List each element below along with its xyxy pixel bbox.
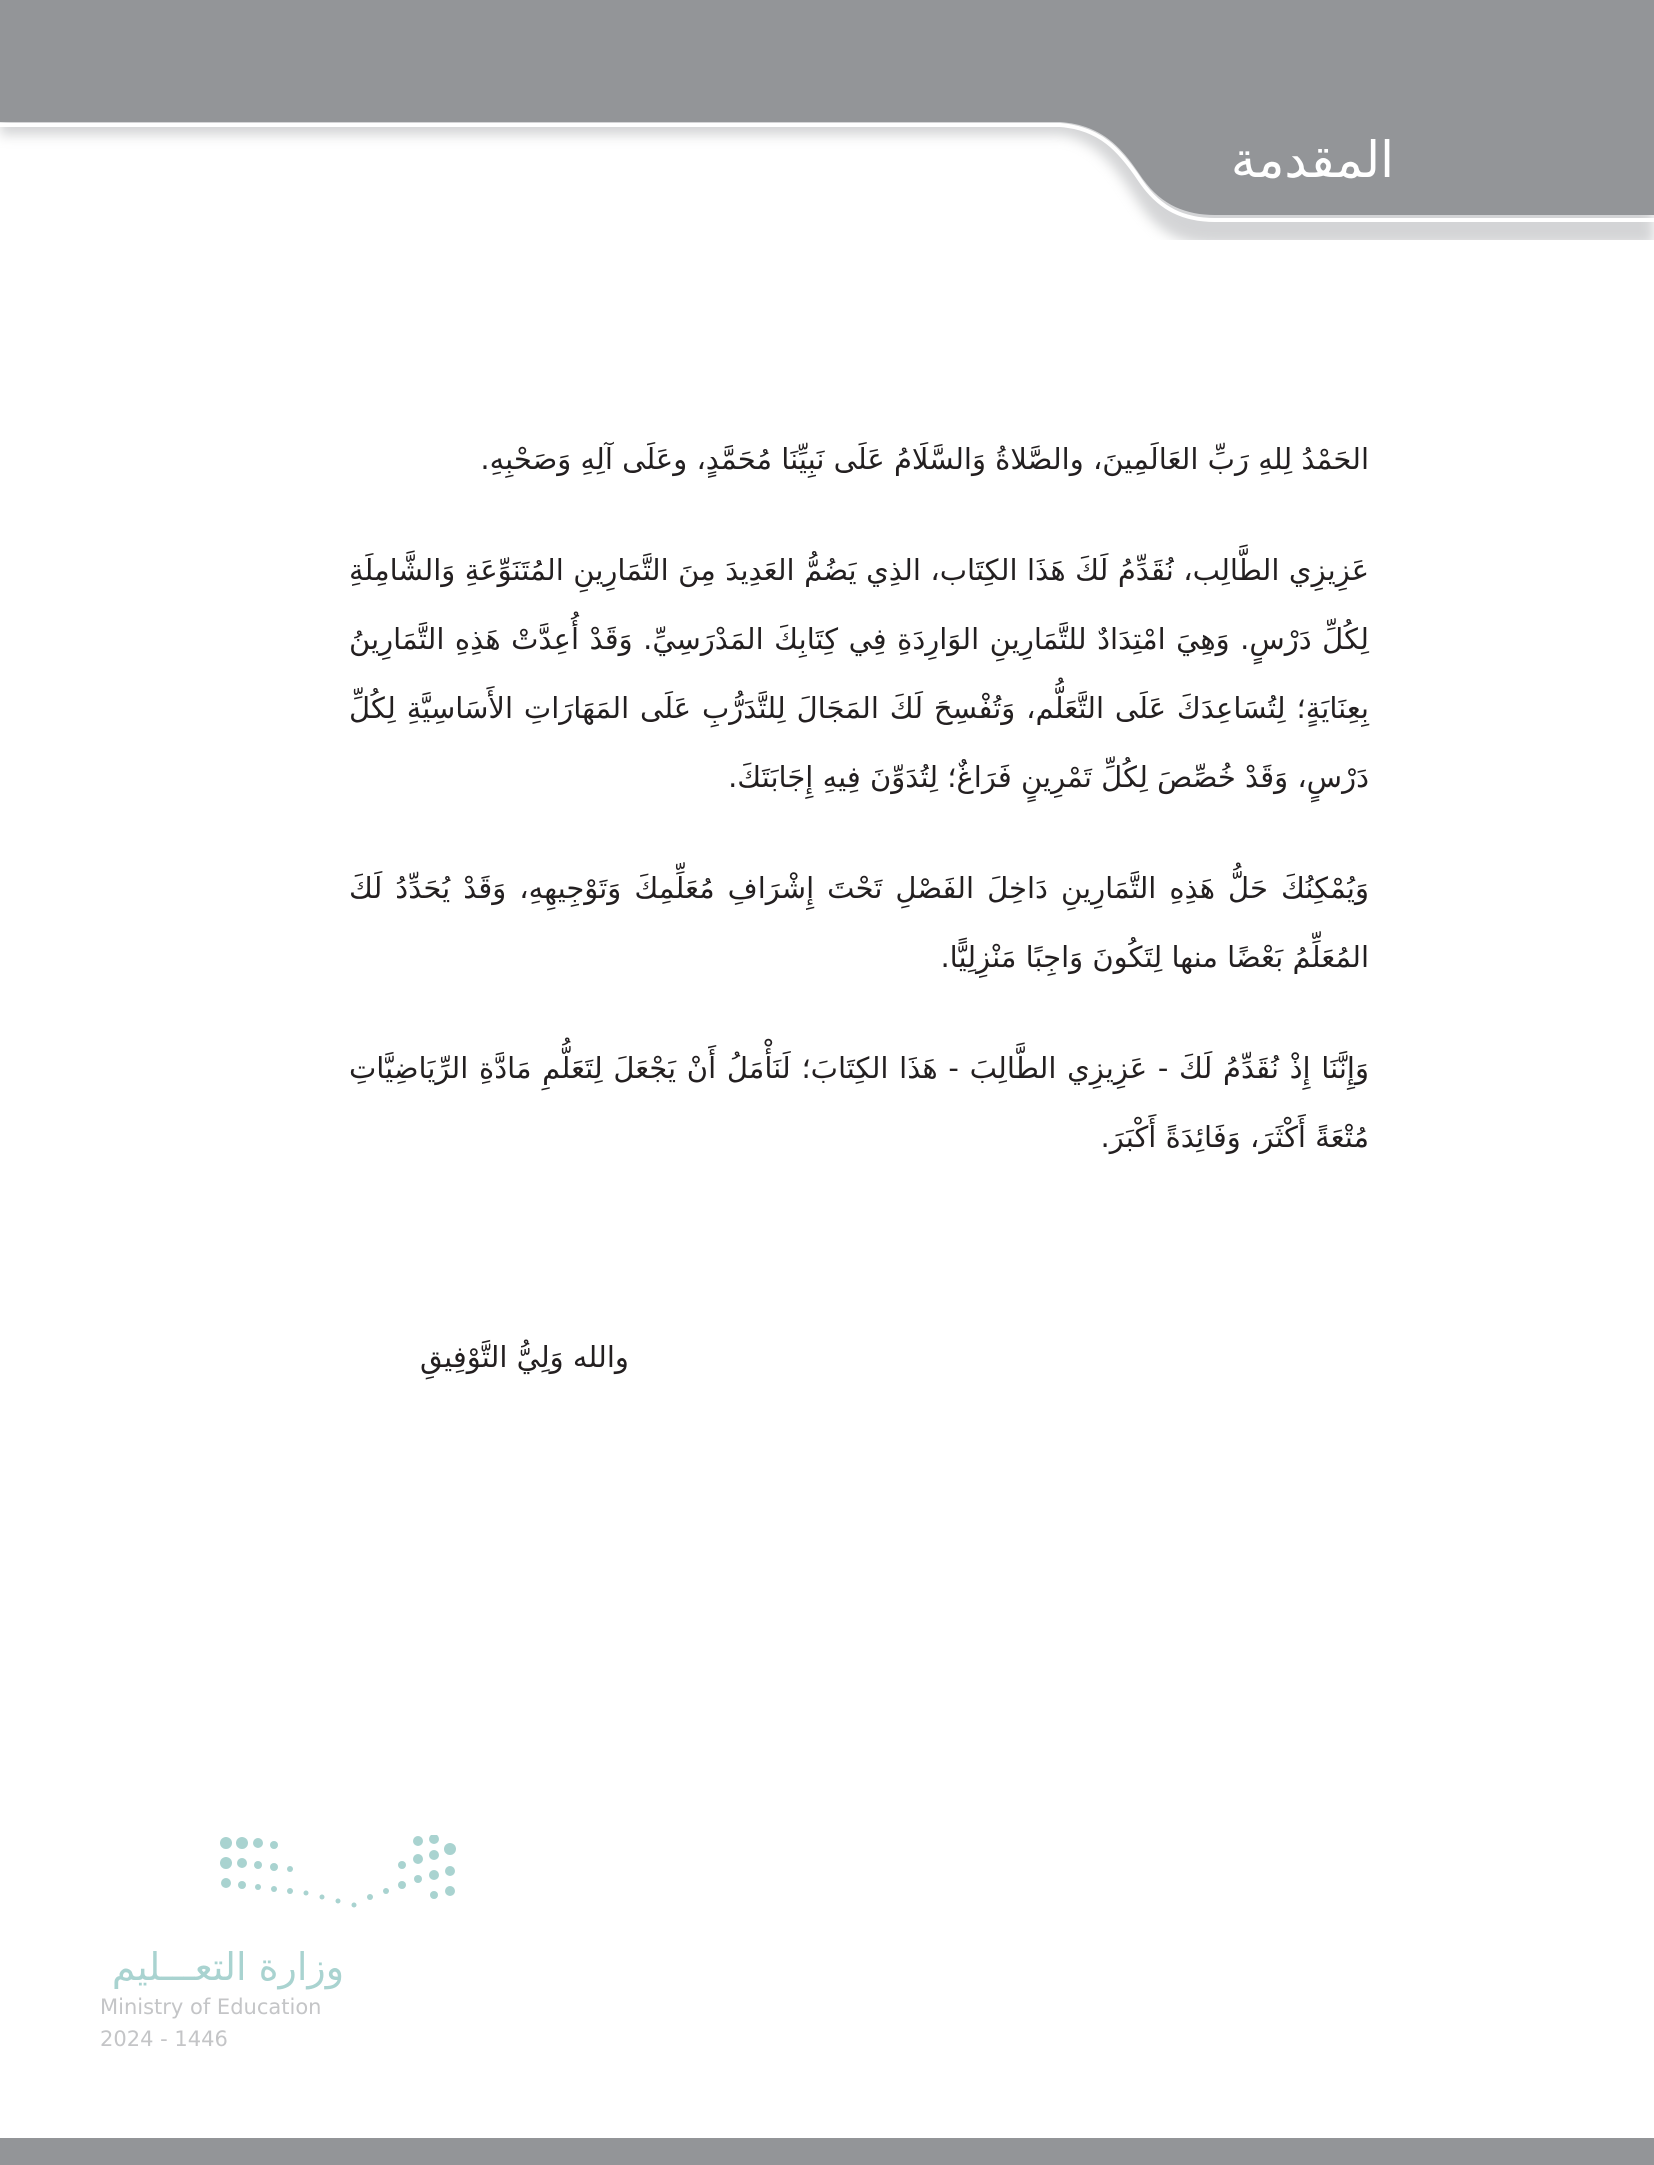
introduction-body: [349, 425, 1369, 1214]
paragraph-classroom-use: وَيُمْكِنُكَ حَلُّ هَذِهِ التَّمَارِينِ دَاخِلَ الفَصْلِ تَحْتَ إِشْرَافِ مُعَلِّمِكَ وَتَوْجِيهِهِ، وَقَدْ يُحَدِّدُ لَكَ المُعَلِّمُ بَعْضًا منها لِتَكُونَ وَاجِبًا مَنْزِلِيًّا.: [349, 871, 1369, 974]
logo-year-text: 2024 - 1446: [100, 2027, 228, 2051]
logo-dots-icon: [218, 1835, 468, 1915]
paragraph-book-intro: عَزِيزِي الطَّالِب، نُقَدِّمُ لَكَ هَذَا الكِتَاب، الذِي يَضُمُّ العَدِيدَ مِنَ التَّمَارِينِ المُتَنَوِّعَةِ وَالشَّامِلَةِ لِكُلِّ دَرْسٍ. وَهِيَ امْتِدَادٌ للتَّمَارِينِ الوَارِدَةِ فِي كِتَابِكَ المَدْرَسِيِّ. وَقَدْ أُعِدَّتْ هَذِهِ التَّمَارِينُ بِعِنَايَةٍ؛ لِتُسَاعِدَكَ عَلَى التَّعَلُّم، وَتُفْسِحَ لَكَ المَجَالَ لِلتَّدَرُّبِ عَلَى المَهَارَاتِ الأَسَاسِيَّةِ لِكُلِّ دَرْسٍ، وَقَدْ خُصِّصَ لِكُلِّ تَمْرِينٍ فَرَاغٌ؛ لِتُدَوِّنَ فِيهِ إِجَابَتَكَ.: [349, 553, 1369, 794]
header-band: [0, 0, 1654, 240]
ministry-logo: [98, 1835, 478, 2065]
paragraph-praise: الحَمْدُ لِلهِ رَبِّ العَالَمِينَ، والصَّلاةُ وَالسَّلَامُ عَلَى نَبِيِّنَا مُحَمَّدٍ، وعَلَى آلِهِ وَصَحْبِهِ.: [480, 442, 1369, 476]
closing-line: والله وَلِيُّ التَّوْفِيقِ: [420, 1340, 629, 1374]
logo-arabic-text: وزارة التعـــليم: [111, 1945, 345, 1989]
footer-bar: [0, 2138, 1654, 2165]
logo-english-text: Ministry of Education: [100, 1995, 322, 2019]
paragraph-hope: وَإِنَّنَا إِذْ نُقَدِّمُ لَكَ - عَزِيزِي الطَّالِبَ - هَذَا الكِتَابَ؛ لَنَأْمَلُ أَنْ يَجْعَلَ لِتَعَلُّمِ مَادَّةِ الرِّيَاضِيَّاتِ مُتْعَةً أَكْثَرَ، وَفَائِدَةً أَكْبَرَ.: [349, 1051, 1369, 1154]
page-title: المقدمة: [1230, 131, 1394, 189]
